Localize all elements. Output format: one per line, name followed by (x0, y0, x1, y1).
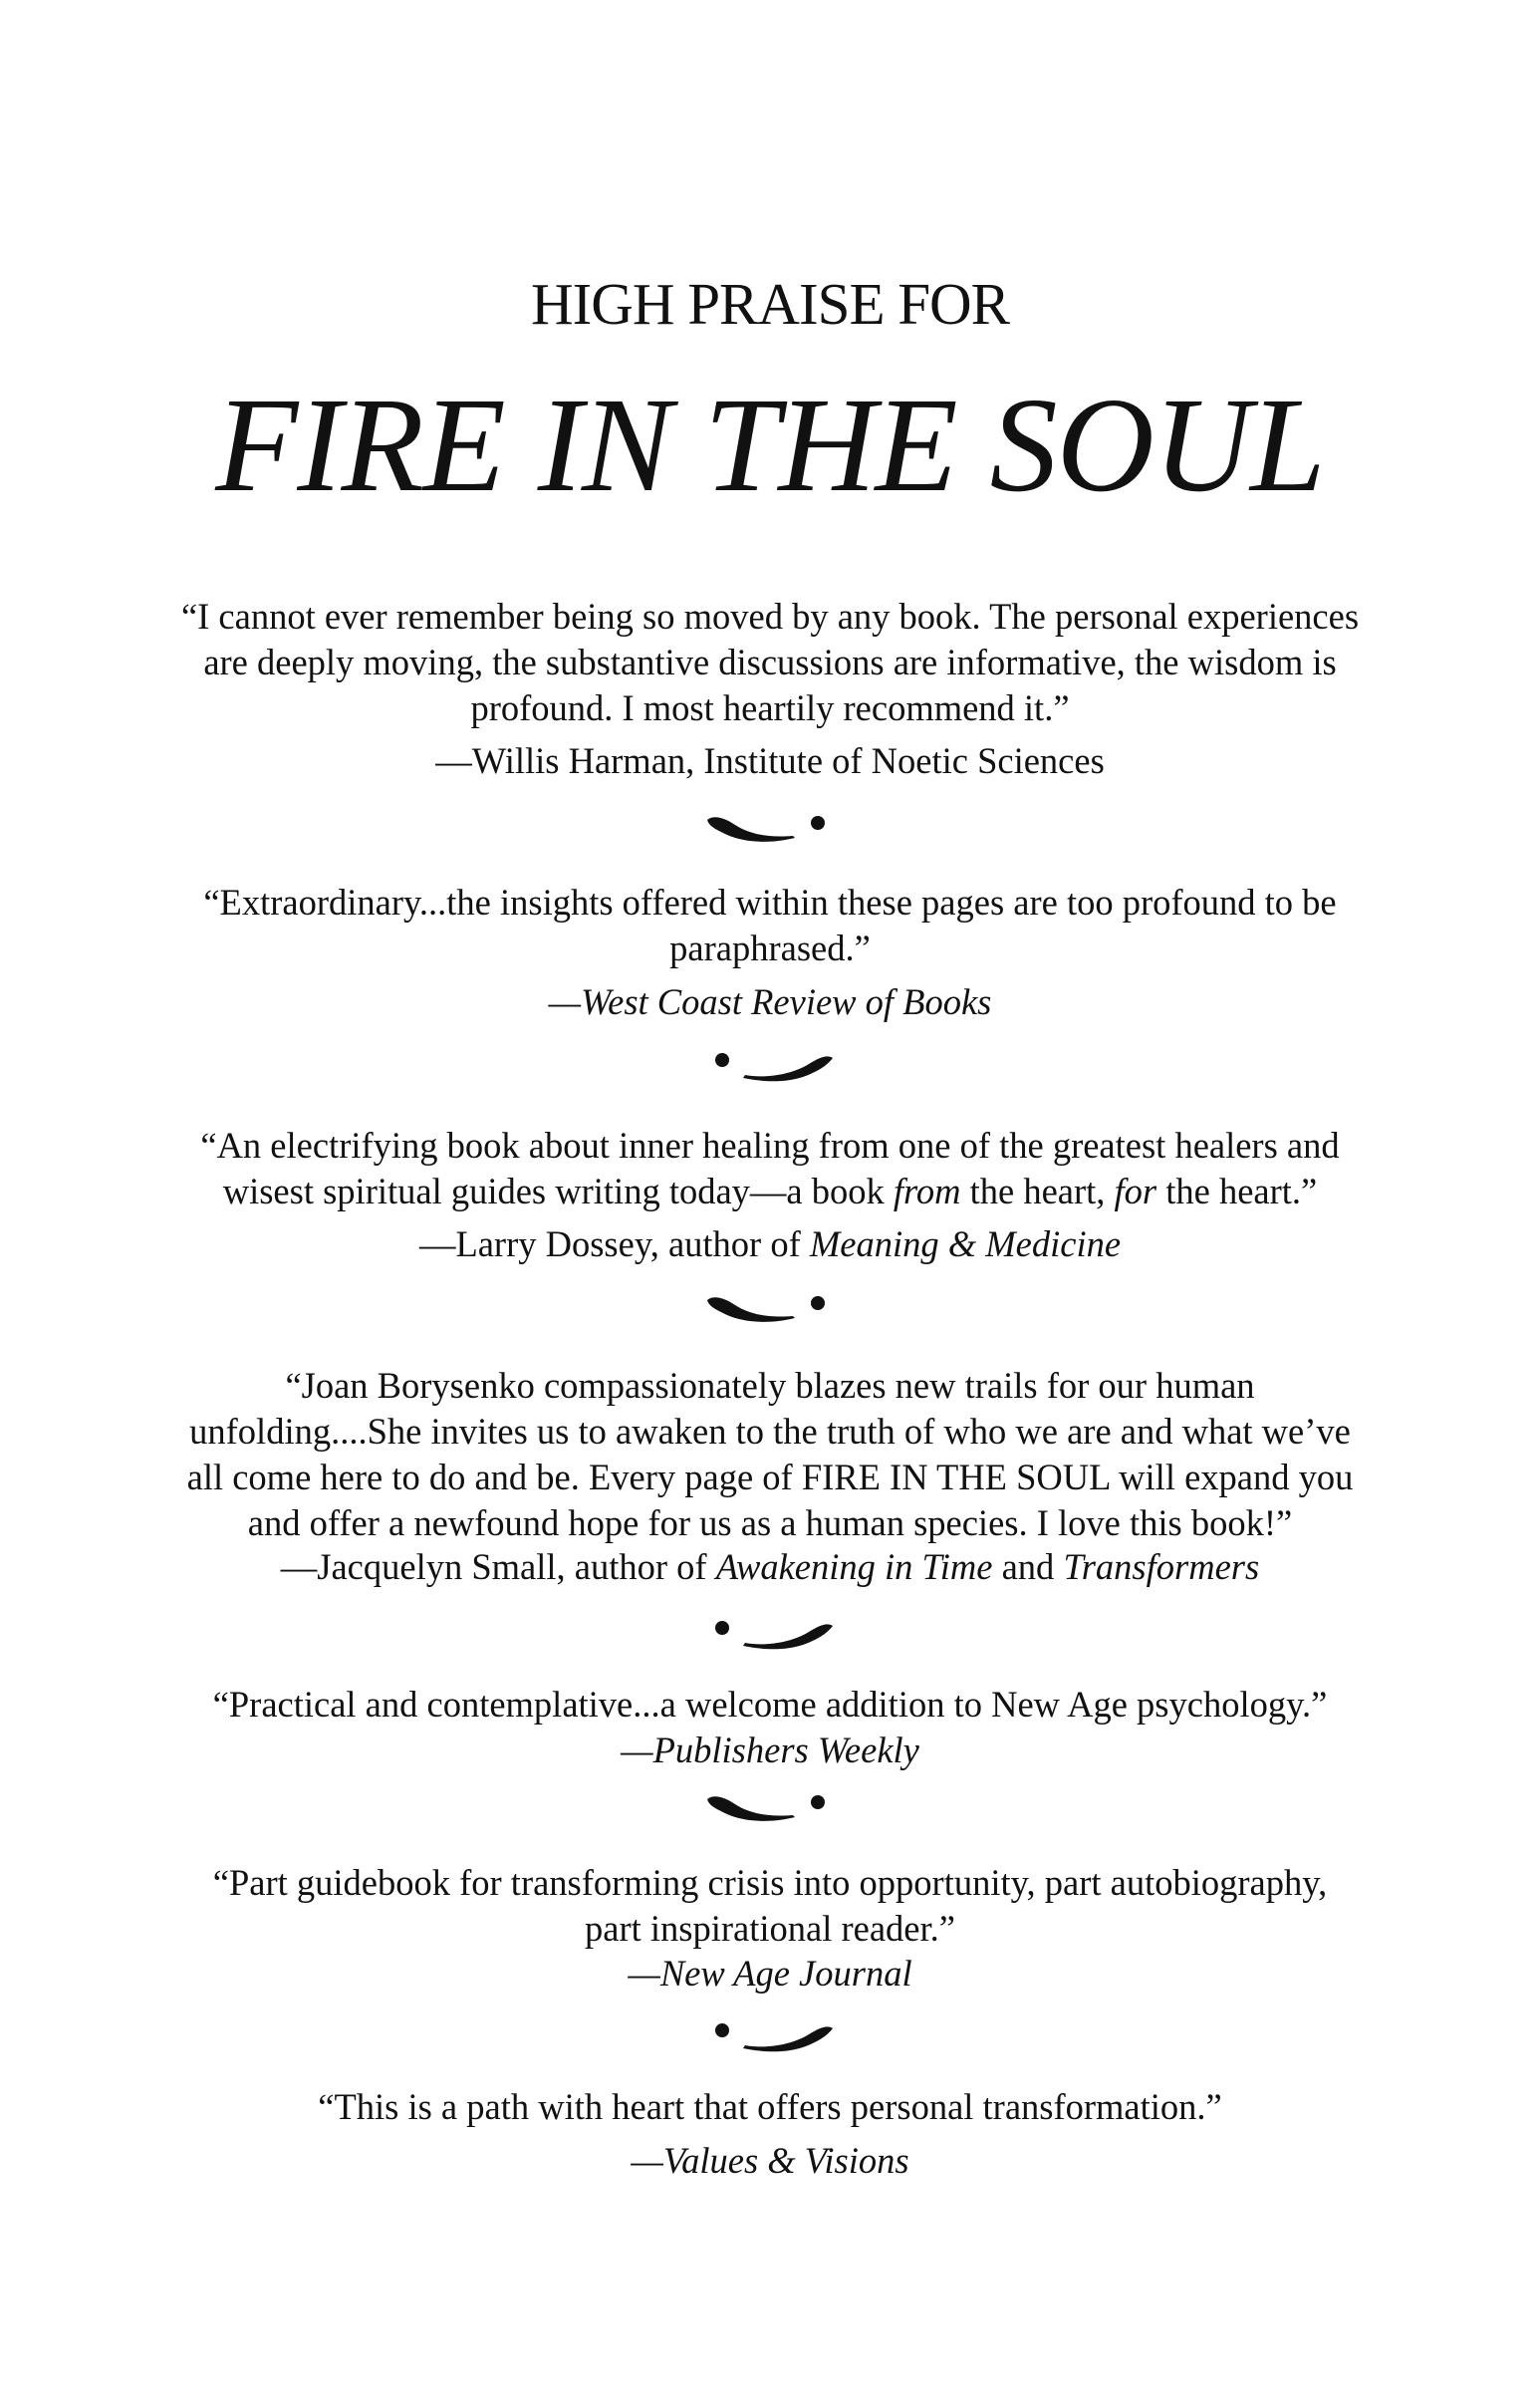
page-subtitle: HIGH PRAISE FOR (530, 271, 1010, 337)
attribution: —Publishers Weekly (621, 1730, 919, 1770)
swash-left-dot-right-icon (705, 1291, 835, 1331)
page-title: FIRE IN THE SOUL (215, 371, 1325, 520)
quote-line: all come here to do and be. Every page of FIRE IN THE SOUL will expand you (186, 1457, 1354, 1497)
attribution: —West Coast Review of Books (548, 981, 992, 1022)
dot-left-swash-right-icon (705, 1048, 835, 1088)
attribution: —New Age Journal (628, 1953, 912, 1994)
quote-line: “Part guidebook for transforming crisis into opportunity, part autobiography, (212, 1862, 1328, 1903)
quote-line: “Extraordinary...the insights offered within these pages are too profound to be (203, 882, 1337, 923)
quote-line: “I cannot ever remember being so moved by any book. The personal experiences (180, 596, 1360, 637)
quote-line: and offer a newfound hope for us as a human species. I love this book!” (247, 1502, 1293, 1543)
dot-left-swash-right-icon (705, 2018, 835, 2058)
attribution: —Values & Visions (631, 2140, 909, 2181)
swash-left-dot-right-icon (705, 811, 835, 851)
quote-line: paraphrased.” (669, 928, 871, 968)
attribution: —Jacquelyn Small, author of Awakening in Time and Transformers (280, 1546, 1260, 1587)
quote-line: “This is a path with heart that offers personal transformation.” (318, 2086, 1222, 2127)
quote-line: unfolding....She invites us to awaken to the truth of who we are and what we’ve (189, 1411, 1351, 1452)
quote-line: are deeply moving, the substantive discussions are informative, the wisdom is (203, 642, 1337, 682)
quote-line: profound. I most heartily recommend it.” (470, 687, 1070, 728)
attribution: —Willis Harman, Institute of Noetic Sciences (435, 740, 1105, 781)
attribution: —Larry Dossey, author of Meaning & Medicine (418, 1223, 1122, 1264)
quote-line: part inspirational reader.” (585, 1908, 955, 1949)
quote-line: wisest spiritual guides writing today—a book from the heart, for the heart.” (222, 1171, 1318, 1211)
swash-left-dot-right-icon (705, 1790, 835, 1830)
quote-line: “An electrifying book about inner healing from one of the greatest healers and (200, 1125, 1340, 1166)
dot-left-swash-right-icon (705, 1616, 835, 1656)
quote-line: “Practical and contemplative...a welcome addition to New Age psychology.” (212, 1684, 1328, 1725)
quote-line: “Joan Borysenko compassionately blazes new trails for our human (285, 1365, 1255, 1406)
